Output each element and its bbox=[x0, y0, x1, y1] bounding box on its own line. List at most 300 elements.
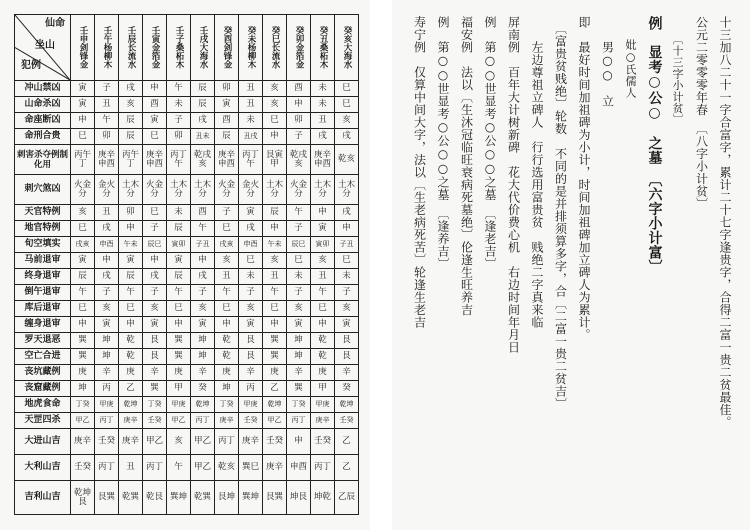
table-cell: 壬癸 bbox=[263, 429, 287, 455]
row-label: 刺穴煞凶 bbox=[15, 175, 71, 205]
table-cell: 巽坤 bbox=[239, 481, 263, 515]
table-cell: 艮 bbox=[239, 349, 263, 365]
table-cell: 寅 bbox=[287, 317, 311, 333]
table-cell: 土木分 bbox=[191, 175, 215, 205]
table-cell: 午 bbox=[167, 285, 191, 301]
column-header: 壬午杨柳木 bbox=[95, 15, 119, 81]
table-cell: 乾艮 bbox=[143, 481, 167, 515]
table-cell: 戌 bbox=[335, 205, 359, 221]
table-cell: 寅 bbox=[239, 205, 263, 221]
table-cell: 辛 bbox=[287, 365, 311, 381]
table-cell: 火金分 bbox=[71, 175, 95, 205]
row-label: 丧坑藏例 bbox=[15, 365, 71, 381]
table-cell: 巽坤 bbox=[167, 481, 191, 515]
table-cell: 午 bbox=[263, 285, 287, 301]
text-column: 左边尊祖立碑人 行行选用富贵贫 贱绝二字真来临 bbox=[530, 16, 544, 329]
table-cell: 子 bbox=[335, 285, 359, 301]
table-cell: 巳 bbox=[263, 301, 287, 317]
table-row bbox=[15, 333, 359, 349]
table-cell: 甲庚 bbox=[167, 397, 191, 413]
table-cell: 未 bbox=[335, 269, 359, 285]
column-header: 壬戌大海水 bbox=[191, 15, 215, 81]
table-cell: 乾 bbox=[311, 333, 335, 349]
table-cell: 壬癸 bbox=[335, 413, 359, 429]
table-row bbox=[15, 253, 359, 269]
table-cell: 庚辛申酉 bbox=[143, 145, 167, 175]
table-cell: 甲乙 bbox=[191, 429, 215, 455]
table-cell: 寅 bbox=[191, 317, 215, 333]
table-cell: 辰巳 bbox=[143, 237, 167, 253]
left-page bbox=[0, 0, 370, 530]
table-cell: 巳 bbox=[263, 113, 287, 129]
table-cell: 子 bbox=[95, 285, 119, 301]
table-cell: 辰 bbox=[191, 81, 215, 97]
column-header: 癸丑桑柘木 bbox=[311, 15, 335, 81]
table-cell: 子 bbox=[191, 285, 215, 301]
row-label: 地虎食命 bbox=[15, 397, 71, 413]
table-cell: 戌 bbox=[143, 269, 167, 285]
table-cell: 辰 bbox=[119, 129, 143, 145]
table-cell: 丑 bbox=[95, 205, 119, 221]
table-cell: 申 bbox=[287, 429, 311, 455]
table-cell: 艮 bbox=[335, 333, 359, 349]
table-cell: 戌 bbox=[239, 221, 263, 237]
table-cell: 戌亥 bbox=[215, 237, 239, 253]
table-cell: 土木分 bbox=[167, 175, 191, 205]
table-cell: 丙午丁 bbox=[119, 145, 143, 175]
table-cell: 甲庚 bbox=[95, 397, 119, 413]
table-cell: 甲乙 bbox=[263, 413, 287, 429]
table-cell: 庚辛 bbox=[215, 413, 239, 429]
table-cell: 辛 bbox=[239, 365, 263, 381]
table-cell: 乾 bbox=[215, 349, 239, 365]
table-cell: 申 bbox=[71, 113, 95, 129]
table-cell: 乾 bbox=[311, 349, 335, 365]
table-cell: 丑 bbox=[239, 97, 263, 113]
table-cell: 申 bbox=[143, 253, 167, 269]
table-cell: 坤 bbox=[287, 333, 311, 349]
table-cell: 亥 bbox=[263, 253, 287, 269]
table-cell: 午 bbox=[167, 455, 191, 481]
table-cell: 巳 bbox=[215, 301, 239, 317]
column-header: 癸卯金箔金 bbox=[287, 15, 311, 81]
table-cell: 巽 bbox=[167, 349, 191, 365]
table-cell: 子 bbox=[287, 285, 311, 301]
table-cell: 寅 bbox=[71, 81, 95, 97]
table-cell: 庚辛申酉 bbox=[311, 145, 335, 175]
table-cell: 乾亥 bbox=[215, 455, 239, 481]
table-cell: 艮巽 bbox=[263, 481, 287, 515]
table-cell: 庚辛 bbox=[119, 413, 143, 429]
table-cell: 申 bbox=[311, 317, 335, 333]
table-cell: 丙丁 bbox=[143, 455, 167, 481]
table-cell: 申酉 bbox=[287, 455, 311, 481]
text-column: 即 最好时间加祖碑为小计，时间加祖碑加立碑人为累计。 bbox=[577, 16, 591, 341]
table-cell: 子 bbox=[167, 113, 191, 129]
table-cell: 巽 bbox=[71, 333, 95, 349]
table-cell: 亥 bbox=[335, 113, 359, 129]
table-cell: 乾坤艮 bbox=[71, 481, 95, 515]
row-label: 天官特例 bbox=[15, 205, 71, 221]
table-row bbox=[15, 145, 359, 175]
table-cell: 亥 bbox=[143, 301, 167, 317]
table-cell: 乙辰 bbox=[335, 481, 359, 515]
table-cell: 午 bbox=[119, 285, 143, 301]
table-cell: 庚 bbox=[311, 365, 335, 381]
table-cell: 午未 bbox=[263, 237, 287, 253]
table-cell: 辰 bbox=[263, 205, 287, 221]
table-cell: 未 bbox=[239, 113, 263, 129]
table-cell: 巳 bbox=[167, 301, 191, 317]
table-cell: 丁癸 bbox=[143, 397, 167, 413]
table-cell: 甲庚 bbox=[239, 397, 263, 413]
table-row bbox=[15, 365, 359, 381]
text-column: 妣○氏儒人 bbox=[624, 16, 637, 99]
table-cell: 巳 bbox=[215, 221, 239, 237]
right-page bbox=[392, 0, 750, 530]
table-row bbox=[15, 317, 359, 333]
table-row bbox=[15, 81, 359, 97]
row-label: 旬空填实 bbox=[15, 237, 71, 253]
table-cell: 庚 bbox=[167, 365, 191, 381]
text-column: 屏南例 百年大计树新碑 花大代价费心机 右边时间年月日 bbox=[506, 16, 521, 354]
table-cell: 辛 bbox=[95, 365, 119, 381]
table-cell: 庚 bbox=[119, 365, 143, 381]
table-cell: 辰 bbox=[71, 269, 95, 285]
table-cell: 辛 bbox=[335, 365, 359, 381]
table-cell: 子 bbox=[95, 81, 119, 97]
table-cell: 卯 bbox=[167, 129, 191, 145]
table-cell: 庚辛申酉 bbox=[215, 145, 239, 175]
table-corner bbox=[15, 15, 71, 81]
column-header: 癸巳长流水 bbox=[263, 15, 287, 81]
text-column: 男○○ 立 bbox=[600, 16, 615, 108]
table-cell: 丙丁 bbox=[311, 455, 335, 481]
table-cell: 火金分 bbox=[215, 175, 239, 205]
table-cell: 丑 bbox=[95, 97, 119, 113]
table-cell: 亥 bbox=[263, 97, 287, 113]
column-header: 壬辰长流水 bbox=[119, 15, 143, 81]
table-cell: 酉 bbox=[191, 205, 215, 221]
table-cell: 寅 bbox=[239, 317, 263, 333]
table-cell: 巳 bbox=[119, 301, 143, 317]
table-cell: 亥 bbox=[215, 253, 239, 269]
table-cell: 申 bbox=[263, 129, 287, 145]
table-cell: 亥 bbox=[335, 301, 359, 317]
table-cell: 辛 bbox=[143, 365, 167, 381]
table-cell: 午 bbox=[311, 285, 335, 301]
table-cell: 子 bbox=[287, 129, 311, 145]
table-cell: 寅 bbox=[167, 253, 191, 269]
row-label: 倒午退审 bbox=[15, 285, 71, 301]
table-cell: 丙 bbox=[95, 381, 119, 397]
table-cell: 巳 bbox=[335, 97, 359, 113]
corner-label: 犯例 bbox=[21, 60, 41, 71]
table-cell: 丙丁 bbox=[95, 455, 119, 481]
table-cell: 庚辛 bbox=[239, 429, 263, 455]
text-column: 福安例 法以〔生沐冠临旺衰病死墓绝〕伦逢生旺养吉 bbox=[459, 16, 474, 316]
text-column: 公元二零零零年春 〔八字小计贫〕 bbox=[694, 16, 709, 210]
table-cell: 坤 bbox=[95, 349, 119, 365]
text-column: 十三加八二十一字合富字，累计二十七字逢贵字，合得二富一贵二贫最佳。 bbox=[718, 16, 732, 429]
table-cell: 坤乾 bbox=[311, 481, 335, 515]
table-cell: 巳 bbox=[335, 81, 359, 97]
text-column: 〔富贵贫贱绝〕轮数 不同的是并排须算多字，合〔二富一贵二贫吉〕 bbox=[553, 16, 568, 410]
table-cell: 巽 bbox=[143, 381, 167, 397]
table-cell: 甲乙 bbox=[143, 429, 167, 455]
table-cell: 丙丁 bbox=[191, 413, 215, 429]
table-cell: 丑 bbox=[119, 455, 143, 481]
table-cell: 艮 bbox=[143, 333, 167, 349]
table-cell: 丙丁午 bbox=[167, 145, 191, 175]
table-row bbox=[15, 97, 359, 113]
almanac-table bbox=[14, 14, 359, 515]
table-cell: 戌亥 bbox=[71, 237, 95, 253]
text-column: 寿宁例 仅算中间大字，法以〔生老病死苦〕轮逢生老吉 bbox=[412, 16, 427, 329]
table-cell: 乾 bbox=[119, 333, 143, 349]
table-cell: 午 bbox=[71, 285, 95, 301]
column-header: 癸亥大海水 bbox=[335, 15, 359, 81]
table-row bbox=[15, 301, 359, 317]
table-cell: 亥 bbox=[119, 97, 143, 113]
table-cell: 癸 bbox=[191, 381, 215, 397]
text-column: 例 第○○世显考○公○○之墓 〔逢养吉〕 bbox=[436, 16, 450, 270]
row-label: 大利山吉 bbox=[15, 455, 71, 481]
table-cell: 乙 bbox=[335, 429, 359, 455]
table-cell: 巽 bbox=[167, 333, 191, 349]
table-cell: 子 bbox=[215, 205, 239, 221]
table-cell: 乾戌亥 bbox=[287, 145, 311, 175]
table-cell: 申 bbox=[143, 81, 167, 97]
table-cell: 申 bbox=[263, 317, 287, 333]
table-cell: 乾巽 bbox=[119, 481, 143, 515]
column-header: 壬申剑锋金 bbox=[71, 15, 95, 81]
table-row bbox=[15, 429, 359, 455]
table-row bbox=[15, 381, 359, 397]
table-cell: 壬癸 bbox=[311, 429, 335, 455]
row-label: 刺害杀夺例制化用 bbox=[15, 145, 71, 175]
table-cell: 巳 bbox=[71, 221, 95, 237]
table-cell: 坤 bbox=[191, 333, 215, 349]
table-cell: 丙午丁 bbox=[71, 145, 95, 175]
table-cell: 申 bbox=[167, 317, 191, 333]
table-cell: 寅 bbox=[143, 113, 167, 129]
table-cell: 丙 bbox=[239, 381, 263, 397]
table-cell: 坤 bbox=[215, 381, 239, 397]
table-cell: 丑 bbox=[311, 113, 335, 129]
table-cell: 甲庚 bbox=[311, 397, 335, 413]
table-cell: 亥 bbox=[95, 301, 119, 317]
table-row bbox=[15, 237, 359, 253]
table-row bbox=[15, 205, 359, 221]
table-cell: 乾坤 bbox=[191, 397, 215, 413]
table-cell: 未 bbox=[311, 97, 335, 113]
table-cell: 子丑 bbox=[191, 237, 215, 253]
row-label: 空亡合进 bbox=[15, 349, 71, 365]
table-cell: 子 bbox=[287, 221, 311, 237]
table-cell: 坤 bbox=[95, 333, 119, 349]
table-cell: 戌 bbox=[311, 129, 335, 145]
table-cell: 子 bbox=[143, 285, 167, 301]
table-cell: 乾 bbox=[119, 349, 143, 365]
column-header: 壬子桑柘木 bbox=[167, 15, 191, 81]
table-cell: 午 bbox=[287, 205, 311, 221]
table-cell: 辛 bbox=[191, 365, 215, 381]
row-label: 终身退审 bbox=[15, 269, 71, 285]
table-cell: 艮坤 bbox=[215, 481, 239, 515]
column-header: 壬寅金箔金 bbox=[143, 15, 167, 81]
table-cell: 巽 bbox=[71, 349, 95, 365]
table-cell: 乾坤 bbox=[263, 397, 287, 413]
row-label: 地官特例 bbox=[15, 221, 71, 237]
table-cell: 丑 bbox=[263, 269, 287, 285]
table-cell: 坤 bbox=[71, 381, 95, 397]
table-cell: 巳 bbox=[311, 301, 335, 317]
table-cell: 巳 bbox=[71, 129, 95, 145]
table-cell: 戌 bbox=[95, 221, 119, 237]
table-row bbox=[15, 397, 359, 413]
table-row bbox=[15, 269, 359, 285]
table-cell: 火金分 bbox=[287, 175, 311, 205]
table-cell: 甲乙 bbox=[71, 413, 95, 429]
table-cell: 甲乙 bbox=[167, 413, 191, 429]
row-label: 缠身退审 bbox=[15, 317, 71, 333]
table-cell: 子 bbox=[143, 221, 167, 237]
table-cell: 未 bbox=[311, 81, 335, 97]
table-cell: 辰 bbox=[191, 97, 215, 113]
table-cell: 申 bbox=[71, 317, 95, 333]
table-cell: 亥 bbox=[167, 429, 191, 455]
table-cell: 亥 bbox=[239, 301, 263, 317]
row-label: 冲山禁凶 bbox=[15, 81, 71, 97]
table-cell: 寅卯 bbox=[311, 237, 335, 253]
table-cell: 辰巳 bbox=[287, 237, 311, 253]
table-cell: 癸 bbox=[335, 381, 359, 397]
table-cell: 丑 bbox=[311, 269, 335, 285]
table-cell: 壬癸 bbox=[143, 413, 167, 429]
table-cell: 寅 bbox=[71, 253, 95, 269]
table-cell: 火金分 bbox=[143, 175, 167, 205]
table-cell: 艮 bbox=[239, 333, 263, 349]
table-cell: 艮寅甲 bbox=[263, 145, 287, 175]
table-cell: 坤 bbox=[287, 349, 311, 365]
table-row bbox=[15, 349, 359, 365]
table-cell: 申 bbox=[191, 253, 215, 269]
table-cell: 戌 bbox=[335, 129, 359, 145]
row-label: 天罡四杀 bbox=[15, 413, 71, 429]
table-cell: 午未 bbox=[119, 237, 143, 253]
table-row bbox=[15, 129, 359, 145]
table-cell: 丁癸 bbox=[71, 397, 95, 413]
table-cell: 庚 bbox=[71, 365, 95, 381]
table-cell: 土木分 bbox=[335, 175, 359, 205]
table-cell: 丑未 bbox=[191, 129, 215, 145]
table-cell: 巽 bbox=[263, 349, 287, 365]
table-cell: 庚 bbox=[215, 365, 239, 381]
table-cell: 申酉 bbox=[95, 237, 119, 253]
table-cell: 申 bbox=[95, 253, 119, 269]
table-cell: 子 bbox=[239, 285, 263, 301]
table-cell: 申 bbox=[311, 205, 335, 221]
table-cell: 辰 bbox=[215, 129, 239, 145]
table-cell: 庚辛 bbox=[71, 429, 95, 455]
table-cell: 寅 bbox=[215, 97, 239, 113]
table-cell: 乾坤 bbox=[119, 397, 143, 413]
table-cell: 未 bbox=[167, 205, 191, 221]
table-cell: 乙 bbox=[335, 455, 359, 481]
table-cell: 壬癸 bbox=[239, 413, 263, 429]
table-cell: 戌 bbox=[191, 113, 215, 129]
table-cell: 壬癸 bbox=[71, 455, 95, 481]
table-cell: 艮巽 bbox=[95, 481, 119, 515]
table-cell: 丙丁午 bbox=[239, 145, 263, 175]
table-row bbox=[15, 413, 359, 429]
table-cell: 乾坤 bbox=[335, 397, 359, 413]
table-cell: 申酉 bbox=[239, 237, 263, 253]
table-cell: 乙 bbox=[119, 381, 143, 397]
table-cell: 丙丁 bbox=[95, 413, 119, 429]
table-cell: 寅 bbox=[119, 253, 143, 269]
row-label: 马前退审 bbox=[15, 253, 71, 269]
table-cell: 坤 bbox=[191, 349, 215, 365]
row-label: 库后退审 bbox=[15, 301, 71, 317]
table-cell: 申 bbox=[119, 317, 143, 333]
table-cell: 乾巽 bbox=[191, 481, 215, 515]
table-cell: 乾 bbox=[215, 333, 239, 349]
table-cell: 坤艮 bbox=[287, 481, 311, 515]
table-row bbox=[15, 481, 359, 515]
table-row bbox=[15, 175, 359, 205]
table-cell: 卯 bbox=[95, 129, 119, 145]
table-cell: 丁癸 bbox=[215, 397, 239, 413]
table-cell: 庚辛申酉 bbox=[95, 145, 119, 175]
row-label: 罗天退恶 bbox=[15, 333, 71, 349]
table-cell: 卯 bbox=[215, 81, 239, 97]
table-cell: 巳 bbox=[335, 253, 359, 269]
table-cell: 亥 bbox=[191, 301, 215, 317]
row-label: 吉利山吉 bbox=[15, 481, 71, 515]
table-cell: 巳 bbox=[287, 253, 311, 269]
table-cell: 未 bbox=[287, 269, 311, 285]
table-cell: 寅 bbox=[335, 317, 359, 333]
table-cell: 辰 bbox=[119, 269, 143, 285]
table-cell: 丙丁 bbox=[215, 429, 239, 455]
table-cell: 子丑 bbox=[335, 237, 359, 253]
text-column: 〔十三字小计贫〕 bbox=[671, 16, 684, 126]
table-cell: 申 bbox=[287, 97, 311, 113]
table-cell: 午 bbox=[167, 81, 191, 97]
table-cell: 巳 bbox=[71, 301, 95, 317]
table-cell: 申 bbox=[335, 221, 359, 237]
row-label: 命刑合贵 bbox=[15, 129, 71, 145]
corner-label: 仙命 bbox=[45, 18, 65, 29]
table-cell: 巳 bbox=[239, 253, 263, 269]
table-cell: 巽 bbox=[287, 381, 311, 397]
table-cell: 丑 bbox=[239, 81, 263, 97]
table-cell: 酉 bbox=[143, 97, 167, 113]
table-cell: 庚辛 bbox=[311, 413, 335, 429]
table-cell: 申 bbox=[119, 221, 143, 237]
row-label: 大进山吉 bbox=[15, 429, 71, 455]
table-cell: 午 bbox=[95, 113, 119, 129]
row-label: 命座断凶 bbox=[15, 113, 71, 129]
column-header: 癸未杨柳木 bbox=[239, 15, 263, 81]
table-cell: 寅卯 bbox=[167, 237, 191, 253]
table-cell: 亥 bbox=[311, 253, 335, 269]
table-cell: 乾亥 bbox=[335, 145, 359, 175]
table-row bbox=[15, 113, 359, 129]
table-cell: 戌 bbox=[119, 81, 143, 97]
